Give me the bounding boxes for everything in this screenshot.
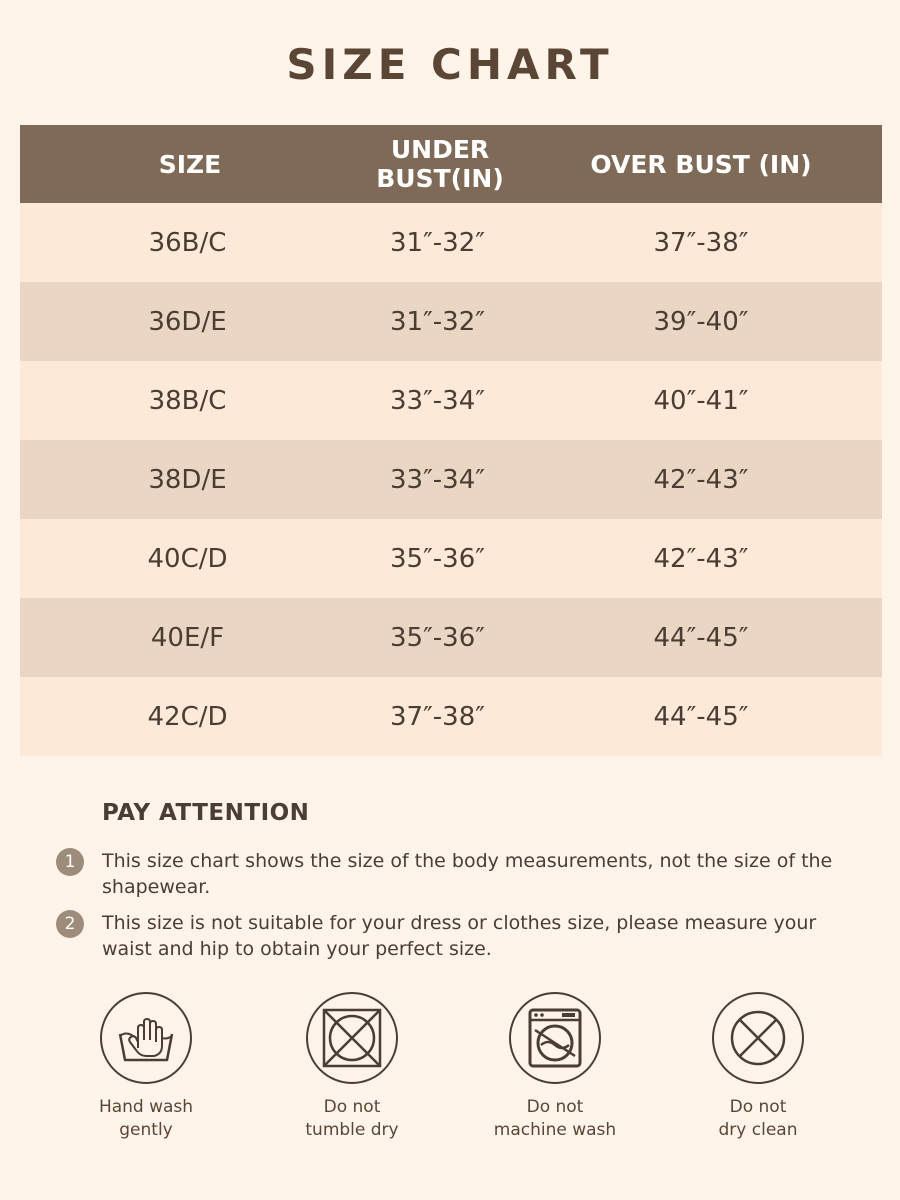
cell-under-bust: 31″-32″ (390, 306, 485, 337)
care-no-dry-clean (668, 990, 848, 1142)
cell-over-bust: 44″-45″ (653, 701, 749, 732)
no-machine-wash-icon (507, 990, 603, 1086)
table-header (20, 125, 882, 203)
cell-size: 36B/C (148, 227, 227, 258)
note-item (56, 848, 856, 900)
note-number-badge: 2 (56, 910, 84, 938)
no-dry-clean-icon (710, 990, 806, 1086)
table-row (20, 440, 882, 519)
header-over-bust: OVER BUST (IN) (590, 149, 812, 179)
cell-size: 38B/C (148, 385, 227, 416)
care-label: Do not machine wash (493, 1097, 617, 1140)
no-tumble-dry-icon (304, 990, 400, 1086)
table-row (20, 598, 882, 677)
table-row (20, 519, 882, 598)
header-size: SIZE (158, 149, 222, 179)
attention-title: PAY ATTENTION (102, 800, 310, 826)
cell-under-bust: 37″-38″ (390, 701, 485, 732)
hand-wash-icon (98, 990, 194, 1086)
care-no-tumble-dry (262, 990, 442, 1142)
care-label: Do not tumble dry (305, 1097, 399, 1140)
cell-size: 38D/E (148, 464, 227, 495)
cell-over-bust: 42″-43″ (653, 543, 749, 574)
cell-under-bust: 33″-34″ (390, 464, 485, 495)
cell-under-bust: 33″-34″ (390, 385, 485, 416)
table-row (20, 203, 882, 282)
care-label: Hand wash gently (98, 1097, 194, 1140)
cell-over-bust: 42″-43″ (653, 464, 749, 495)
note-number-badge: 1 (56, 848, 84, 876)
cell-size: 40E/F (150, 622, 225, 653)
cell-under-bust: 35″-36″ (390, 543, 485, 574)
cell-under-bust: 35″-36″ (390, 622, 485, 653)
table-row (20, 282, 882, 361)
page-title: SIZE CHART (286, 40, 614, 89)
header-under-bust: UNDER BUST(IN) (376, 135, 504, 193)
cell-size: 36D/E (148, 306, 227, 337)
care-label: Do not dry clean (718, 1097, 798, 1140)
cell-size: 40C/D (147, 543, 228, 574)
care-hand-wash (56, 990, 236, 1142)
cell-size: 42C/D (147, 701, 228, 732)
size-table (20, 125, 882, 756)
cell-over-bust: 44″-45″ (653, 622, 749, 653)
table-row (20, 361, 882, 440)
cell-over-bust: 39″-40″ (653, 306, 749, 337)
table-row (20, 677, 882, 756)
cell-over-bust: 37″-38″ (653, 227, 749, 258)
cell-under-bust: 31″-32″ (390, 227, 485, 258)
note-text: This size is not suitable for your dress or clothes size, please measure your waist and hip to obtain your perfect size. (102, 912, 817, 960)
cell-over-bust: 40″-41″ (653, 385, 749, 416)
note-text: This size chart shows the size of the body measurements, not the size of the shapewear. (102, 850, 833, 898)
note-item (56, 910, 856, 962)
care-no-machine-wash (465, 990, 645, 1142)
